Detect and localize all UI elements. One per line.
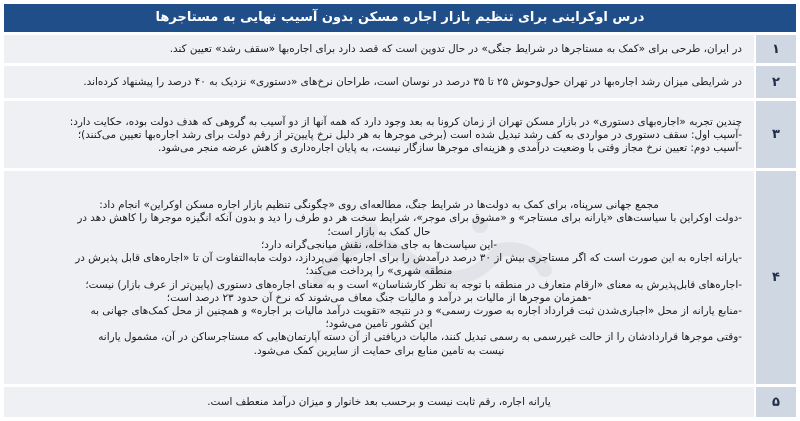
- row-content: [4, 387, 754, 417]
- table-row: [4, 35, 796, 63]
- row-text: -منابع یارانه از محل «اجباری‌شدن ثبت قرارداد اجاره به صورت رسمی» و در نتیجه «تقویت درآمد مالیات بر اجاره» و همچنین از محل کمک‌های جهانی به: [90, 304, 742, 317]
- row-number: ۴: [756, 171, 796, 384]
- row-text: -این سیاست‌ها به جای مداخله، نقش میانجی‌گرانه دارد؛: [260, 238, 497, 251]
- row-text: منطقه شهری» را پرداخت می‌کند؛: [305, 265, 453, 278]
- row-text: -دولت اوکراین با سیاست‌های «یارانه برای مستاجر» و «مشوق برای موجر»، شرایط سخت هر دو طرف را دید و بدون آنکه انگیزه موجرها را کاهش دهد در: [77, 212, 742, 225]
- table-row: [4, 66, 796, 98]
- row-text: در شرایطی میزان رشد اجاره‌بها در تهران حول‌وحوش ۲۵ تا ۳۵ درصد در نوسان است، طراحان نرخ‌های «دستوری» نزدیک به ۴۰ درصد را پیشنهاد کرده‌اند.: [83, 76, 742, 89]
- row-text: -اجاره‌های قابل‌پذیرش به معنای «ارقام متعارف در منطقه با توجه به نظر کارشناسان» است و به معنای اجاره‌های دستوری (پایین‌تر از عرف بازار) نیست؛: [85, 278, 742, 291]
- row-number: ۵: [756, 387, 796, 417]
- row-text: نیست به تامین منابع برای حمایت از سایرین کمک می‌شود.: [253, 344, 505, 357]
- row-text: -وقتی موجرها قراردادشان را از حالت غیررسمی به رسمی تبدیل کنند، مالیات دریافتی از آن دسته آپارتمان‌هایی که مستاجرساکن در آن، مشمول یارانه: [98, 331, 742, 344]
- row-content: [4, 171, 754, 384]
- row-text: -آسیب اول: سقف دستوری در مواردی به کف رشد تبدیل شده است (برخی موجرها به هر دلیل نرخ پایین‌تر از رقم دولت برای رشد اجاره‌بها تعیین می‌کنند)؛: [77, 128, 742, 141]
- row-text: -آسیب دوم: تعیین نرخ مجاز وقتی با وضعیت درآمدی و هزینه‌ای موجرها سازگار نیست، به پایان اجاره‌داری و کاهش عرضه منجر می‌شود.: [157, 142, 742, 155]
- row-text: این کشور تامین می‌شود؛: [325, 318, 433, 331]
- row-number: ۱: [756, 35, 796, 63]
- table-title: درس اوکراینی برای تنظیم بازار اجاره مسکن بدون آسیب نهایی به مستاجرها: [4, 4, 796, 32]
- row-text: -همزمان موجرها از مالیات بر درآمد و مالیات جنگ معاف می‌شوند که نرخ آن حدود ۲۳ درصد است؛: [166, 291, 592, 304]
- row-number: ۳: [756, 101, 796, 168]
- row-text: مجمع جهانی سرپناه، برای کمک به دولت‌ها در شرایط جنگ، مطالعه‌ای روی «چگونگی تنظیم بازار اجاره مسکن اوکراین» انجام داد:: [99, 199, 659, 212]
- row-text: حال کمک به بازار است؛: [327, 225, 431, 238]
- row-text: در ایران، طرحی برای «کمک به مستاجرها در شرایط جنگی» در حال تدوین است که قصد دارد برای اجاره‌بها «سقف رشد» تعیین کند.: [169, 43, 742, 56]
- table-row: [4, 171, 796, 384]
- row-content: [4, 35, 754, 63]
- table-row: [4, 101, 796, 168]
- table-row: [4, 387, 796, 417]
- row-text: -یارانه اجاره به این صورت است که اگر مستاجری بیش از ۳۰ درصد درآمدش را برای اجاره‌بها می‌پردازد، دولت مابه‌التفاوت آن تا «اجاره‌های قابل پذیرش در: [75, 252, 742, 265]
- row-text: یارانه اجاره، رقم ثابت نیست و برحسب بعد خانوار و میزان درآمد منعطف است.: [207, 396, 551, 409]
- row-number: ۲: [756, 66, 796, 98]
- info-table: [4, 35, 796, 417]
- row-content: [4, 101, 754, 168]
- row-text: چندین تجربه «اجاره‌بهای دستوری» در بازار مسکن تهران از زمان کرونا به بعد وجود دارد که همه آنها از دو آسیب به گروهی که هدف دولت بوده، حکایت دارد:: [69, 115, 742, 128]
- row-content: [4, 66, 754, 98]
